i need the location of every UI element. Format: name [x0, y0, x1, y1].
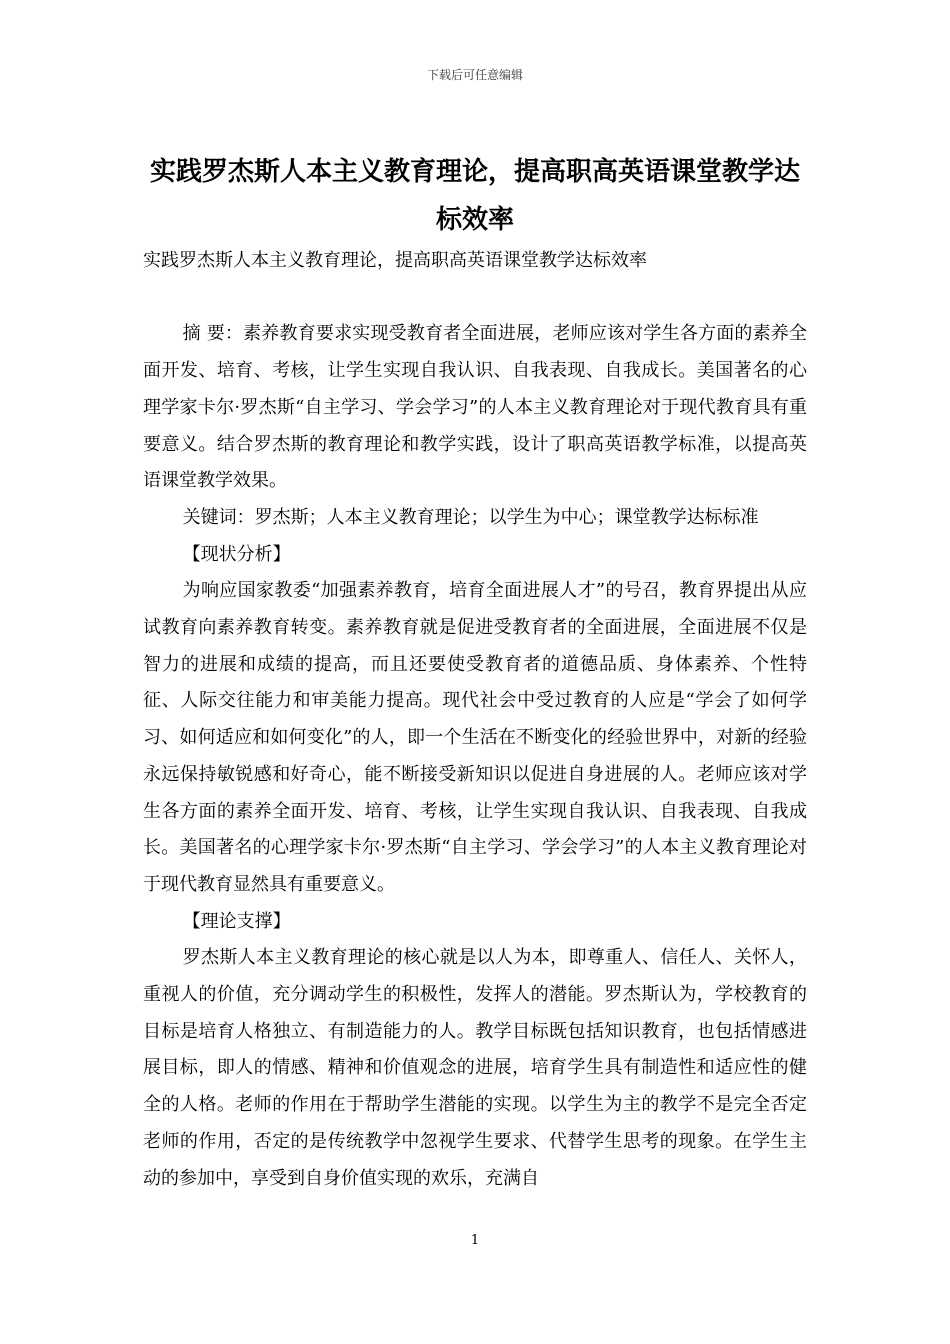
abstract-paragraph: 摘 要：素养教育要求实现受教育者全面进展，老师应该对学生各方面的素养全面开发、培育、考核，让学生实现自我认识、自我表现、自我成长。美国著名的心理学家卡尔·罗杰斯“自主学习、学会学习”的人本主义教育理论对于现代教育具有重要意义。结合罗杰斯的教育理论和教学实践，设计了职高英语教学标准，以提高英语课堂教学效果。 — [143, 323, 807, 492]
subtitle: 实践罗杰斯人本主义教育理论，提高职高英语课堂教学达标效率 — [143, 250, 647, 271]
keywords-line: 关键词：罗杰斯；人本主义教育理论；以学生为中心；课堂教学达标标准 — [182, 506, 759, 528]
page-number: 1 — [470, 1233, 480, 1248]
theory-support-paragraph: 罗杰斯人本主义教育理论的核心就是以人为本，即尊重人、信任人、关怀人，重视人的价值，充分调动学生的积极性，发挥人的潜能。罗杰斯认为，学校教育的目标是培育人格独立、有制造能力的人。教学目标既包括知识教育，也包括情感进展目标，即人的情感、精神和价值观念的进展，培育学生具有制造性和适应性的健全的人格。老师的作用在于帮助学生潜能的实现。以学生为主的教学不是完全否定老师的作用，否定的是传统教学中忽视学生要求、代替学生思考的现象。在学生主动的参加中，享受到自身价值实现的欢乐，充满自 — [143, 947, 807, 1189]
section-heading-status-analysis: 【现状分析】 — [182, 543, 291, 565]
document-title: 实践罗杰斯人本主义教育理论，提高职高英语课堂教学达标效率 — [149, 157, 800, 235]
section-heading-theory-support: 【理论支撑】 — [182, 910, 291, 932]
status-analysis-paragraph: 为响应国家教委“加强素养教育，培育全面进展人才”的号召，教育界提出从应试教育向素养教育转变。素养教育就是促进受教育者的全面进展，全面进展不仅是智力的进展和成绩的提高，而且还要使受教育者的道德品质、身体素养、个性特征、人际交往能力和审美能力提高。现代社会中受过教育的人应是“学会了如何学习、如何适应和如何变化”的人，即一个生活在不断变化的经验世界中，对新的经验永远保持敏锐感和好奇心，能不断接受新知识以促进自身进展的人。老师应该对学生各方面的素养全面开发、培育、考核，让学生实现自我认识、自我表现、自我成长。美国著名的心理学家卡尔·罗杰斯“自主学习、学会学习”的人本主义教育理论对于现代教育显然具有重要意义。 — [143, 580, 807, 895]
document-body — [143, 243, 807, 1197]
header-note: 下载后可任意编辑 — [426, 68, 523, 82]
